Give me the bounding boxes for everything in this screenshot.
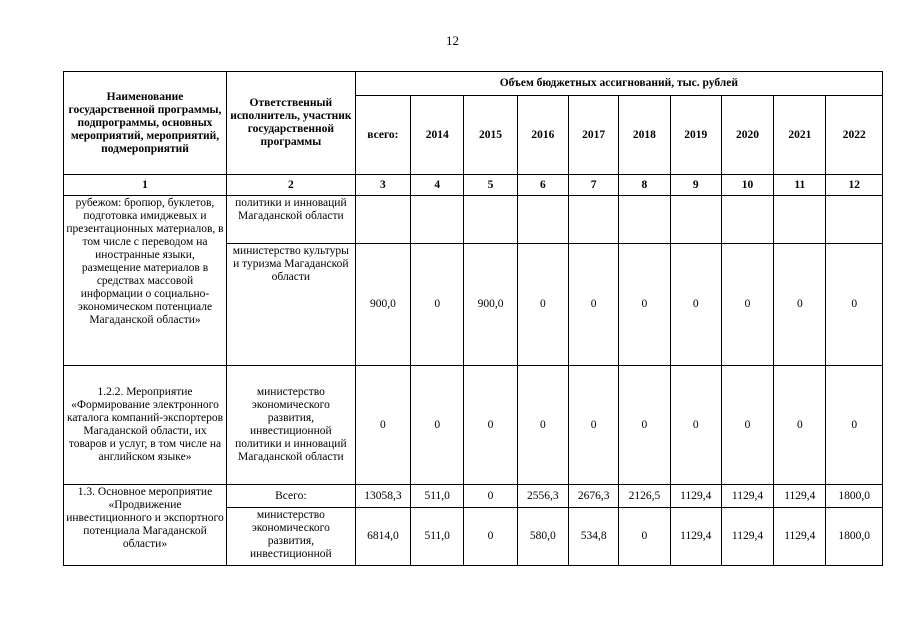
value-cell: 0 bbox=[464, 366, 517, 485]
executor-cell: Всего: bbox=[226, 485, 355, 508]
column-number: 12 bbox=[826, 175, 883, 196]
header-year: 2022 bbox=[826, 96, 883, 175]
value-cell: 2556,3 bbox=[517, 485, 568, 508]
value-cell: 0 bbox=[411, 366, 464, 485]
column-number: 8 bbox=[619, 175, 670, 196]
value-cell: 1129,4 bbox=[774, 485, 826, 508]
value-cell: 0 bbox=[464, 508, 517, 566]
activity-name: 1.3. Основное мероприятие «Продвижение инвестиционного и экспортного потенциала Магаданской области» bbox=[64, 485, 227, 566]
header-year: 2019 bbox=[670, 96, 721, 175]
header-year: 2018 bbox=[619, 96, 670, 175]
value-cell: 1129,4 bbox=[670, 508, 721, 566]
value-cell: 511,0 bbox=[411, 485, 464, 508]
value-cell: 0 bbox=[619, 366, 670, 485]
value-cell: 1129,4 bbox=[721, 508, 773, 566]
value-cell: 0 bbox=[670, 244, 721, 366]
value-cell: 1129,4 bbox=[721, 485, 773, 508]
executor-cell: министерство экономического развития, инвестиционной bbox=[226, 508, 355, 566]
value-cell: 0 bbox=[568, 366, 618, 485]
value-cell: 0 bbox=[826, 244, 883, 366]
header-year: 2021 bbox=[774, 96, 826, 175]
value-cell: 0 bbox=[774, 366, 826, 485]
value-cell bbox=[568, 196, 618, 244]
column-number: 3 bbox=[355, 175, 410, 196]
table-row bbox=[64, 366, 883, 485]
value-cell: 1129,4 bbox=[774, 508, 826, 566]
table-row bbox=[64, 485, 883, 508]
column-number: 2 bbox=[226, 175, 355, 196]
value-cell: 534,8 bbox=[568, 508, 618, 566]
table-row bbox=[64, 196, 883, 244]
value-cell: 0 bbox=[619, 508, 670, 566]
column-number: 4 bbox=[411, 175, 464, 196]
column-number: 9 bbox=[670, 175, 721, 196]
value-cell bbox=[774, 196, 826, 244]
column-number: 11 bbox=[774, 175, 826, 196]
value-cell: 0 bbox=[826, 366, 883, 485]
value-cell: 0 bbox=[517, 244, 568, 366]
value-cell: 0 bbox=[464, 485, 517, 508]
header-executor-column: Ответственный исполнитель, участник государственной программы bbox=[226, 72, 355, 175]
value-cell bbox=[355, 196, 410, 244]
header-name-column: Наименование государственной программы, подпрограммы, основных мероприятий, мероприятий, подмероприятий bbox=[64, 72, 227, 175]
value-cell bbox=[670, 196, 721, 244]
value-cell: 0 bbox=[721, 366, 773, 485]
value-cell: 13058,3 bbox=[355, 485, 410, 508]
value-cell: 0 bbox=[721, 244, 773, 366]
column-number: 6 bbox=[517, 175, 568, 196]
value-cell: 0 bbox=[411, 244, 464, 366]
header-row bbox=[64, 72, 883, 96]
page-number: 12 bbox=[446, 33, 459, 48]
value-cell: 2676,3 bbox=[568, 485, 618, 508]
header-year: 2016 bbox=[517, 96, 568, 175]
column-numbers-row bbox=[64, 175, 883, 196]
value-cell: 580,0 bbox=[517, 508, 568, 566]
value-cell: 900,0 bbox=[355, 244, 410, 366]
activity-name: рубежом: бропюр, буклетов, подготовка имиджевых и презентационных материалов, в том числе с переводом на иностранные языки, размещение материалов в средствах массовой информации о социально-экономическом потенциале Магаданской области» bbox=[64, 196, 227, 366]
header-year: 2017 bbox=[568, 96, 618, 175]
executor-cell: политики и инноваций Магаданской области bbox=[226, 196, 355, 244]
budget-table bbox=[63, 71, 883, 566]
value-cell: 1800,0 bbox=[826, 485, 883, 508]
value-cell bbox=[517, 196, 568, 244]
value-cell: 6814,0 bbox=[355, 508, 410, 566]
value-cell: 900,0 bbox=[464, 244, 517, 366]
value-cell: 0 bbox=[619, 244, 670, 366]
value-cell: 2126,5 bbox=[619, 485, 670, 508]
value-cell: 511,0 bbox=[411, 508, 464, 566]
activity-name: 1.2.2. Мероприятие «Формирование электронного каталога компаний-экспортеров Магаданской области, их товаров и услуг, в том числе на английском языке» bbox=[64, 366, 227, 485]
header-total: всего: bbox=[355, 96, 410, 175]
value-cell: 0 bbox=[355, 366, 410, 485]
value-cell bbox=[826, 196, 883, 244]
value-cell bbox=[721, 196, 773, 244]
value-cell: 0 bbox=[568, 244, 618, 366]
value-cell: 0 bbox=[517, 366, 568, 485]
value-cell: 1800,0 bbox=[826, 508, 883, 566]
value-cell: 0 bbox=[670, 366, 721, 485]
header-year: 2014 bbox=[411, 96, 464, 175]
header-year: 2020 bbox=[721, 96, 773, 175]
column-number: 1 bbox=[64, 175, 227, 196]
value-cell: 0 bbox=[774, 244, 826, 366]
header-budget-title: Объем бюджетных ассигнований, тыс. рублей bbox=[355, 72, 882, 96]
header-year: 2015 bbox=[464, 96, 517, 175]
column-number: 5 bbox=[464, 175, 517, 196]
executor-cell: министерство экономического развития, инвестиционной политики и инноваций Магаданской области bbox=[226, 366, 355, 485]
value-cell bbox=[619, 196, 670, 244]
value-cell bbox=[464, 196, 517, 244]
column-number: 7 bbox=[568, 175, 618, 196]
executor-cell: министерство культуры и туризма Магаданской области bbox=[226, 244, 355, 366]
value-cell: 1129,4 bbox=[670, 485, 721, 508]
column-number: 10 bbox=[721, 175, 773, 196]
value-cell bbox=[411, 196, 464, 244]
